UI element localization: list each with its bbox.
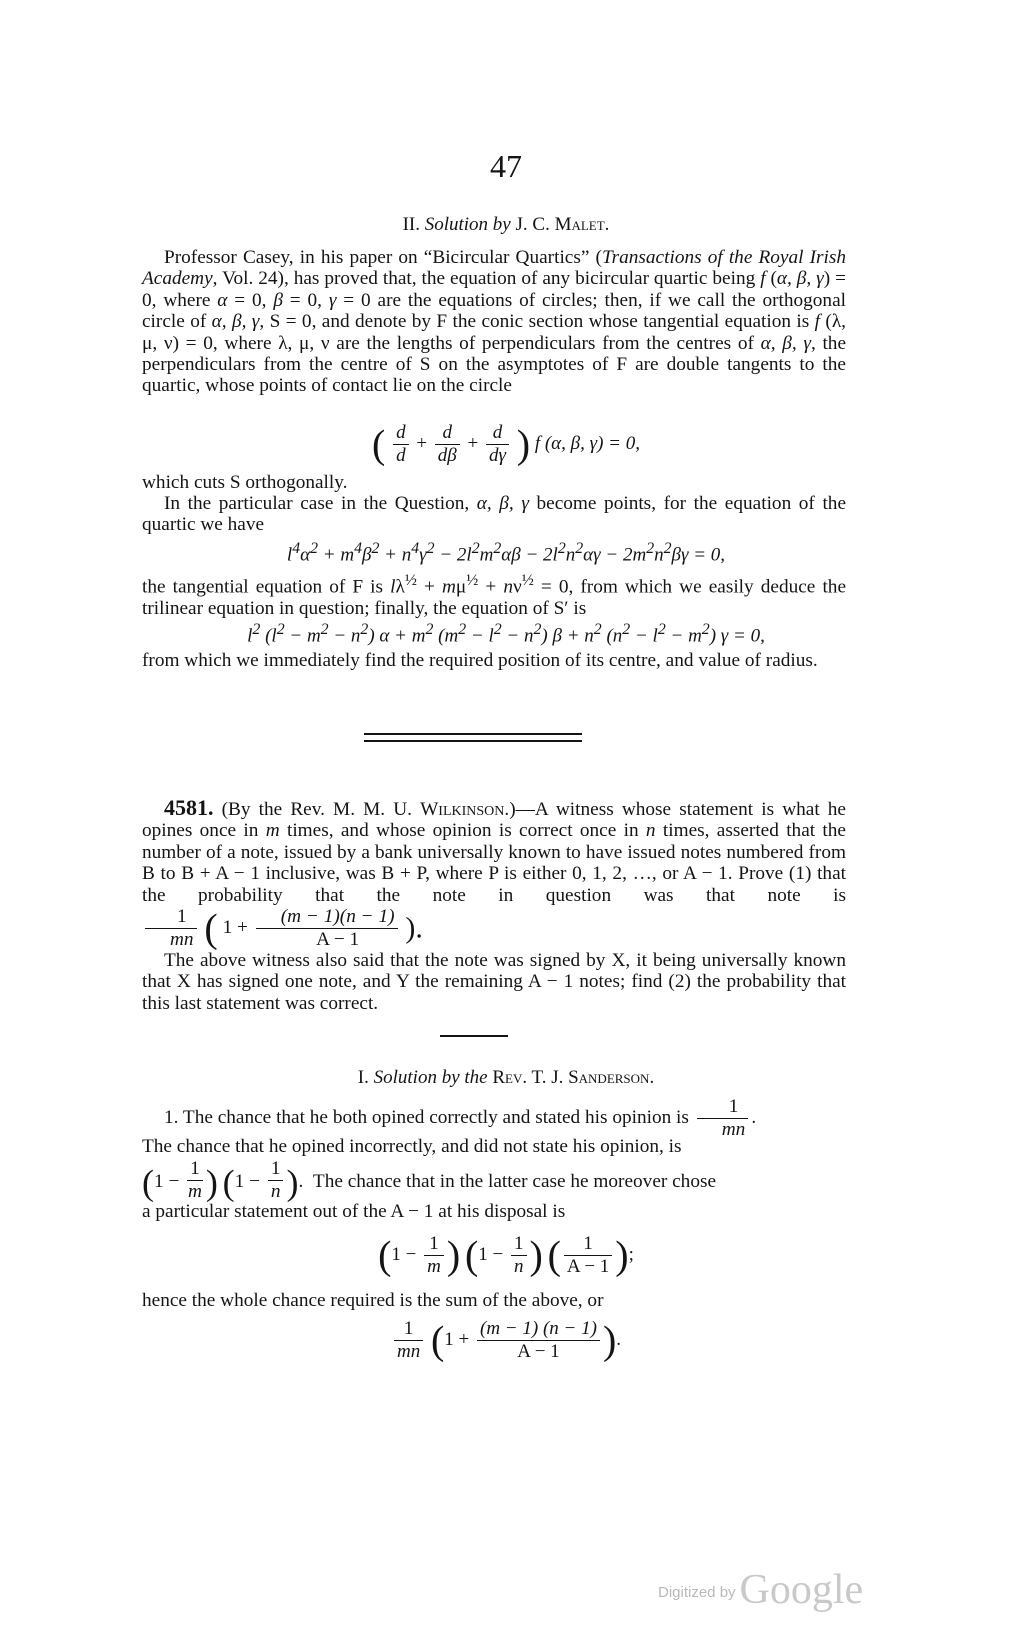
paren-close: ) [516, 421, 531, 467]
equation-circle: ( $\frac{d}{d}$ + $\frac{d}{d\beta}$ + $\frac{d}{d\gamma}$ ) f (α, β, γ) = 0, [372, 421, 640, 467]
paragraph-orthogonally: which cuts S orthogonally. [142, 472, 348, 493]
paragraph-tangential: the tangential equation of F is $l\lambda^{\frac{1}{2}} + m\mu^{\frac{1}{2}} + n\nu^{\frac{1}{2}} = 0$, from which we easily deduce the trilinear equation in question; finally, the equation of S′ is [142, 572, 847, 619]
paragraph-casey: Professor Casey, in his paper on “Bicircular Quartics” (Transactions of the Royal Irish Academy, Vol. 24), has proved that, the equation of any bicircular quartic being f (α, β, γ) = 0, where α = 0, β = 0, γ = 0 are the equations of circles; then, if we call the orthogonal circle of α, β, γ, S = 0, and denote by F the conic section whose tangential equation is f (λ, μ, ν) = 0, where λ, μ, ν are the lengths of perpendiculars from the centres of α, β, γ, the perpendiculars from the centre of S on the asymptotes of F are double tangents to the quartic, whose points of contact lie on the circle [142, 247, 847, 397]
divider-rule-2 [364, 740, 582, 742]
question-number: 4581. [164, 795, 214, 820]
chance-line-2: The chance that he opined incorrectly, and did not state his opinion, is [142, 1136, 682, 1157]
equation-particular-statement: (1 − $\frac{1}{m}$ ) (1 − $\frac{1}{n}$ ) ( $\frac{1}{A - 1}$ ); [378, 1232, 634, 1278]
heading-author: J. C. Malet. [515, 214, 610, 235]
solution-heading-sanderson [0, 1067, 1012, 1089]
heading-numeral: I. [357, 1067, 369, 1088]
divider-short [440, 1035, 508, 1037]
digitized-by-google-watermark: Digitized byGoogle [658, 1567, 864, 1613]
equation-final: $\frac{1}{mn}$ (1 + $\frac{(m - 1) (n - 1)}{A - 1}$ ). [0, 1318, 1012, 1363]
fraction-d-dbeta: $\frac{d}{d\beta}$ [435, 422, 460, 467]
question-4581 [142, 797, 846, 951]
chance-line-4: a particular statement out of the A − 1 at his disposal is [142, 1201, 566, 1222]
paragraph-particular-case: In the particular case in the Question, α, β, γ become points, for the equation of the quartic we have [142, 493, 846, 536]
paragraph-radius: from which we immediately find the required position of its centre, and value of radius. [142, 650, 818, 671]
heading-italic: Solution by the [373, 1067, 488, 1088]
equation-quartic: $l^4\alpha^2 + m^4\beta^2 + n^4\gamma^2 - 2l^2m^2\alpha\beta - 2l^2n^2\alpha\gamma - 2m^2n^2\beta\gamma = 0$, [286, 540, 726, 566]
divider-rule-1 [364, 733, 582, 735]
fraction-d-d: $\frac{d}{d}$ [393, 422, 409, 467]
solution-heading-malet [0, 214, 1012, 236]
heading-italic: Solution by [424, 214, 511, 235]
google-logo: Google [739, 1567, 864, 1613]
paren-open: ( [372, 421, 386, 467]
question-part-2: The above witness also said that the note was signed by X, it being universally known that X has signed one note, and Y the remaining A − 1 notes; find (2) the probability that this last statement was correct. [142, 950, 846, 1014]
heading-author: Rev. T. J. Sanderson. [492, 1067, 655, 1088]
fraction-d-dgamma: $\frac{d}{d\gamma}$ [486, 422, 509, 467]
equation-tail: f (α, β, γ) = 0, [534, 432, 640, 454]
chance-line-1: 1. The chance that he both opined correctly and stated his opinion is $\frac{1}{mn}$ . [164, 1096, 757, 1140]
heading-numeral: II. [402, 214, 420, 235]
equation-s-prime: $l^2$ $(l^2 - m^2 - n^2) \alpha + m^2$ $(m^2 - l^2 - n^2) \beta + n^2$ $(n^2 - l^2 - m^2) \gamma = 0$, [247, 621, 765, 647]
page-number: 47 [490, 148, 522, 184]
chance-line-5: hence the whole chance required is the sum of the above, or [142, 1290, 604, 1311]
question-formula: $\frac{1}{mn}$ ( 1 + $\frac{(m - 1)(n - 1)}{A - 1}$ ). [142, 917, 423, 938]
chance-line-3: (1 − $\frac{1}{m}$) (1 − $\frac{1}{n}$). The chance that in the latter case he moreover chose [142, 1158, 717, 1203]
question-text: (By the Rev. M. M. U. Wilkinson.)—A witness whose statement is what he opines once in m times, and whose opinion is correct once in n times, asserted that the number of a note, issued by a bank universally known to have issued notes numbered from B to B + A − 1 inclusive, was B + P, where P is either 0, 1, 2, …, or A − 1. Prove (1) that the probability that the note in question was that note is [142, 799, 846, 906]
